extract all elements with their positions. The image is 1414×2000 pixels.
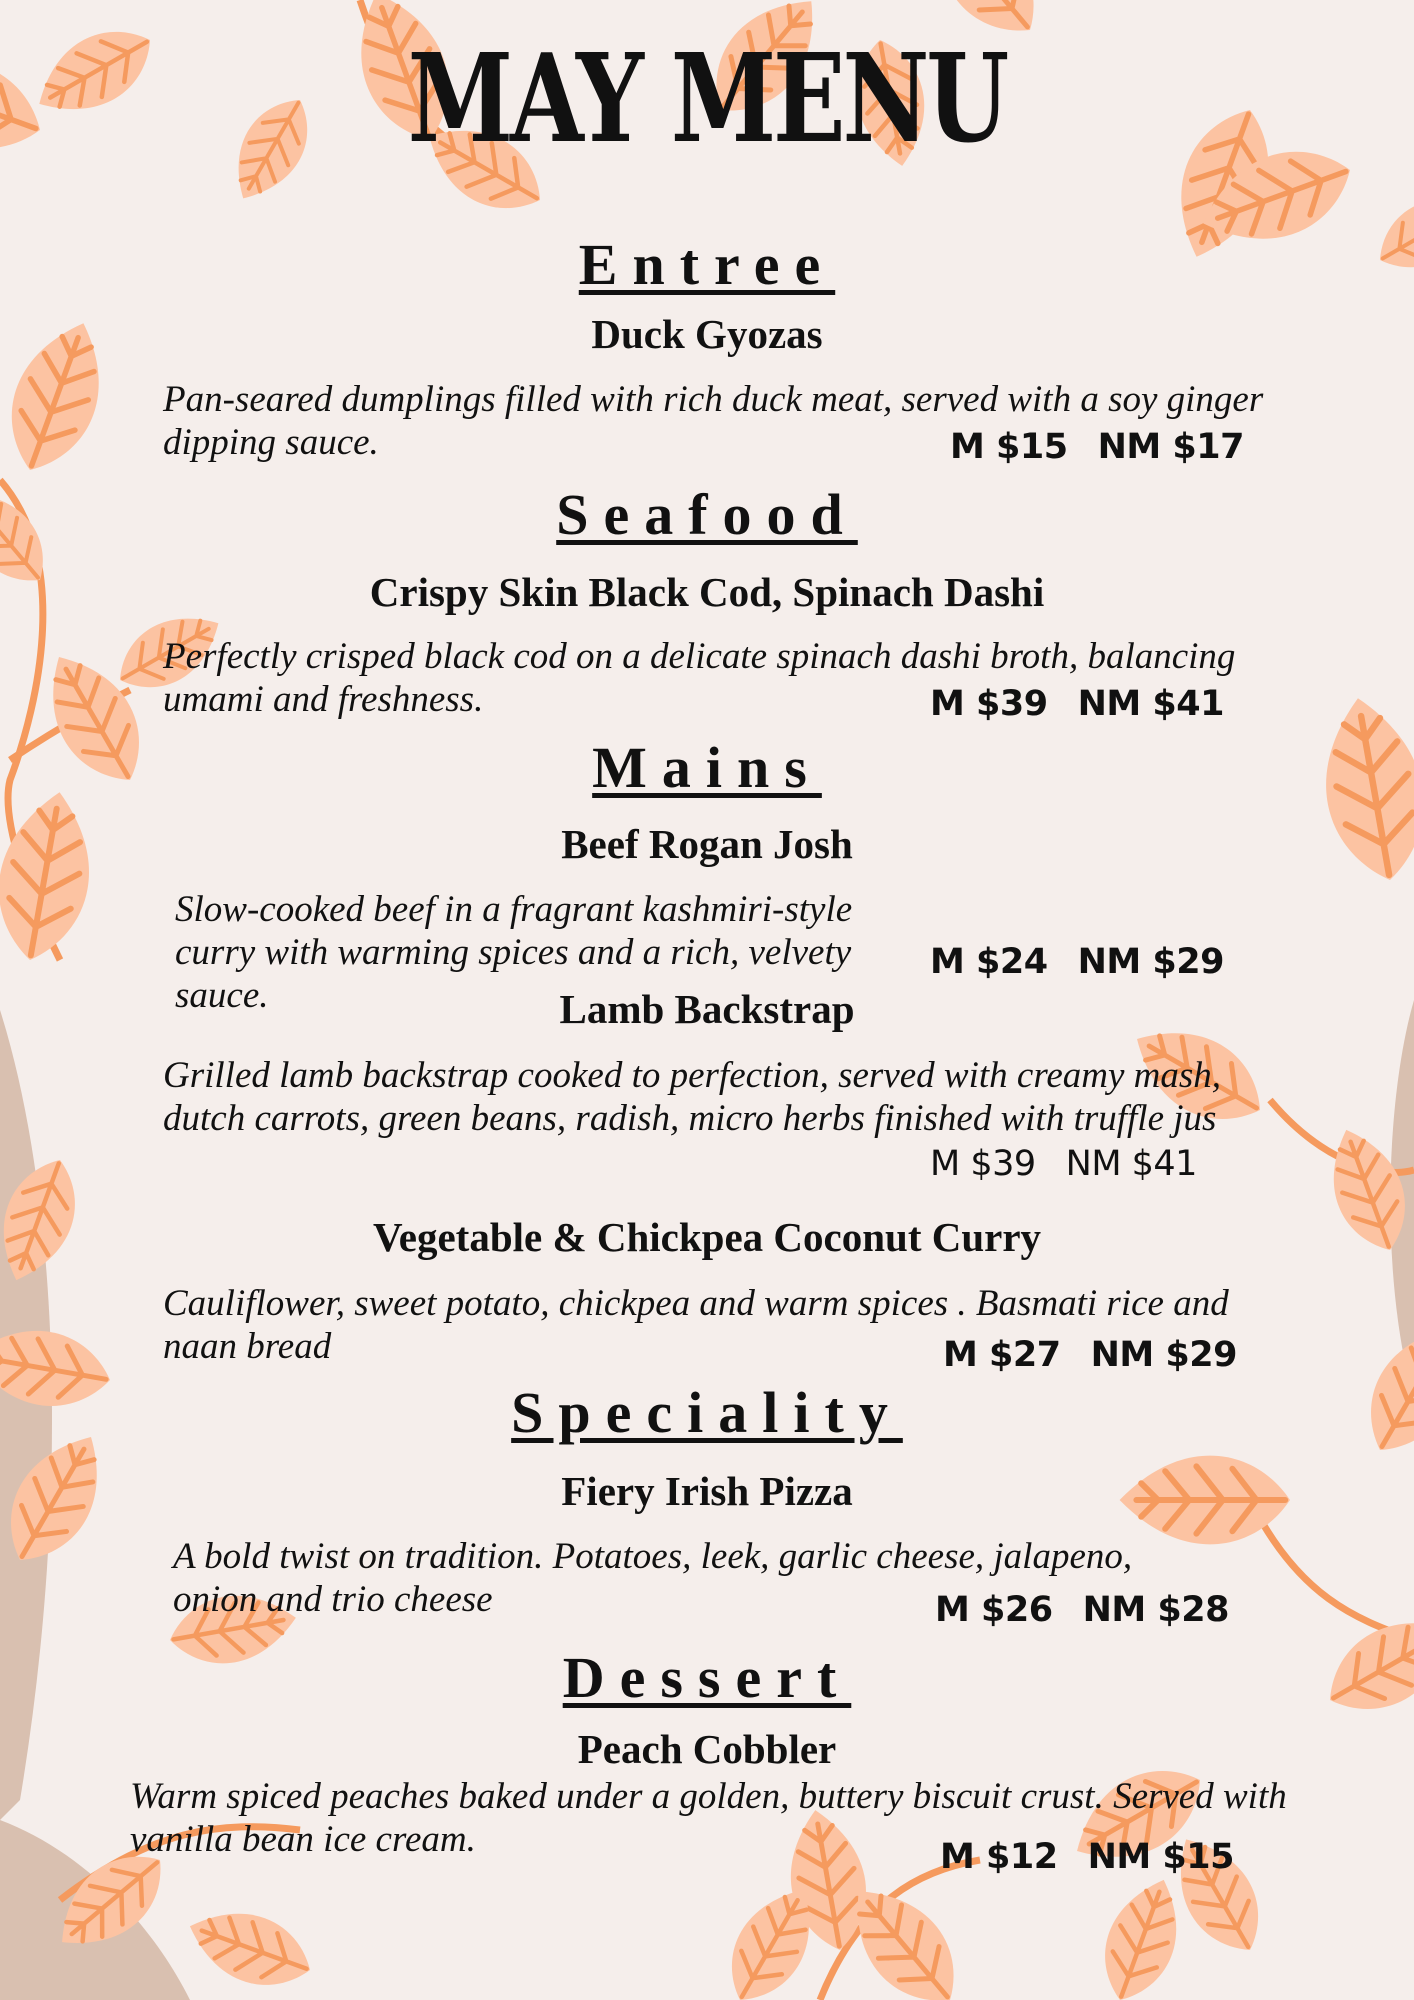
dish-price: M $39 NM $41 [930,684,1224,724]
dish-description: Cauliflower, sweet potato, chickpea and warm spices . Basmati rice and naan bread [163,1283,1229,1367]
dish-name: Lamb Backstrap [559,986,855,1032]
dish-price: M $26 NM $28 [935,1590,1229,1630]
dish-price: M $24 NM $29 [930,942,1224,982]
dish-name: Beef Rogan Josh [561,821,853,867]
category-entree: Entree [578,232,836,297]
dish-name: Vegetable & Chickpea Coconut Curry [372,1214,1042,1260]
dish-price: M $15 NM $17 [950,427,1244,467]
dish-description: Slow-cooked beef in a fragrant kashmiri-style curry with warming spices and a rich, velvety sauce. [175,889,853,1016]
dish-price: M $39 NM $41 [930,1144,1197,1184]
dish-name: Fiery Irish Pizza [561,1468,853,1514]
dish-price: M $27 NM $29 [943,1335,1237,1375]
dish-description: A bold twist on tradition. Potatoes, leek, garlic cheese, jalapeno, onion and trio cheese [173,1536,1133,1620]
dish-description: Warm spiced peaches baked under a golden, buttery biscuit crust. Served with vanilla bean ice cream. [130,1776,1287,1860]
menu-title: MAY MENU [407,26,1007,170]
dish-name: Crispy Skin Black Cod, Spinach Dashi [369,569,1045,615]
category-mains: Mains [592,735,822,800]
dish-description: Grilled lamb backstrap cooked to perfection, served with creamy mash, dutch carrots, green beans, radish, micro herbs finished with truffle jus [163,1055,1222,1139]
category-speciality: Speciality [511,1380,903,1445]
dish-name: Duck Gyozas [591,311,823,357]
dish-price: M $12 NM $15 [940,1837,1234,1877]
dish-description: Pan-seared dumplings filled with rich duck meat, served with a soy ginger dipping sauce. [163,379,1264,463]
dish-description: Perfectly crisped black cod on a delicate spinach dashi broth, balancing umami and freshness. [163,636,1236,720]
category-dessert: Dessert [562,1645,852,1710]
category-seafood: Seafood [556,482,858,547]
dish-name: Peach Cobbler [577,1726,837,1772]
